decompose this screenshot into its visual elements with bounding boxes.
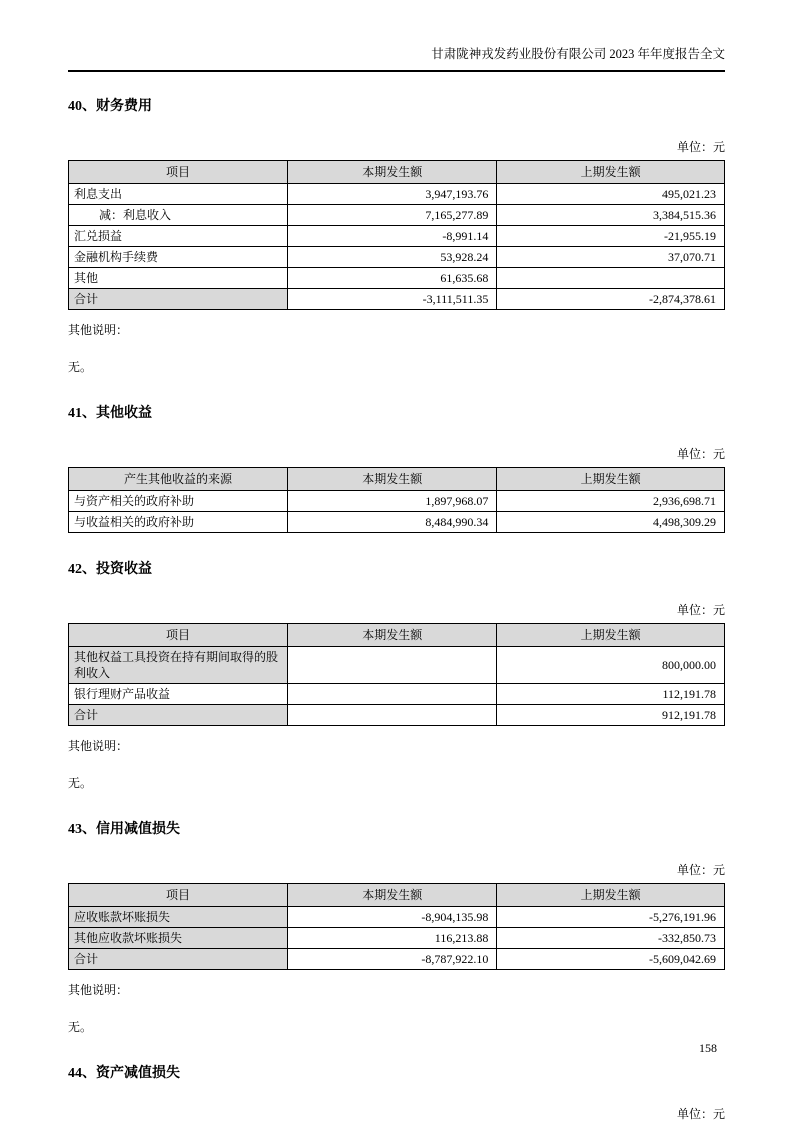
section-44-heading: 44、资产减值损失 [68, 1066, 180, 1081]
cell-current-amount [288, 705, 497, 726]
cell-current-amount: -3,111,511.35 [288, 289, 497, 310]
cell-prior-amount: 912,191.78 [497, 705, 725, 726]
table-row-total [69, 949, 725, 970]
cell-current-amount: 1,897,968.07 [288, 491, 497, 512]
table-row [69, 268, 725, 289]
doc-header-title: 甘肃陇神戎发药业股份有限公司 2023 年年度报告全文 [68, 46, 725, 72]
section-41-heading: 41、其他收益 [68, 406, 152, 421]
column-header: 项目 [69, 624, 288, 647]
column-header: 上期发生额 [497, 161, 725, 184]
cell-current-amount: 8,484,990.34 [288, 512, 497, 533]
table-42-investment-income [68, 623, 725, 726]
unit-label: 单位：元 [676, 140, 725, 154]
cell-item-label: 与收益相关的政府补助 [69, 512, 288, 533]
table-header-row [69, 884, 725, 907]
table-header-row [69, 468, 725, 491]
unit-label: 单位：元 [676, 1107, 725, 1121]
cell-prior-amount: 800,000.00 [497, 647, 725, 684]
column-header: 本期发生额 [288, 624, 497, 647]
cell-current-amount: 3,947,193.76 [288, 184, 497, 205]
cell-item-label: 其他 [69, 268, 288, 289]
unit-label: 单位：元 [676, 863, 725, 877]
cell-item-label: 银行理财产品收益 [69, 684, 288, 705]
cell-current-amount: 116,213.88 [288, 928, 497, 949]
note-label: 其他说明： [68, 739, 129, 753]
note-text: 无。 [68, 360, 93, 374]
cell-current-amount: 61,635.68 [288, 268, 497, 289]
cell-item-label: 金融机构手续费 [69, 247, 288, 268]
cell-prior-amount: 3,384,515.36 [497, 205, 725, 226]
note-text: 无。 [68, 1020, 93, 1034]
note-text: 无。 [68, 776, 93, 790]
section-42-heading: 42、投资收益 [68, 562, 152, 577]
cell-item-label: 汇兑损益 [69, 226, 288, 247]
table-row [69, 184, 725, 205]
cell-item-label: 其他权益工具投资在持有期间取得的股利收入 [69, 647, 288, 684]
table-header-row [69, 624, 725, 647]
cell-item-label: 合计 [69, 705, 288, 726]
table-row [69, 491, 725, 512]
cell-prior-amount: -5,609,042.69 [497, 949, 725, 970]
table-row-total [69, 289, 725, 310]
cell-prior-amount: -5,276,191.96 [497, 907, 725, 928]
table-row [69, 684, 725, 705]
column-header: 项目 [69, 161, 288, 184]
cell-prior-amount: -2,874,378.61 [497, 289, 725, 310]
cell-prior-amount: -332,850.73 [497, 928, 725, 949]
table-row [69, 647, 725, 684]
cell-prior-amount: 2,936,698.71 [497, 491, 725, 512]
note-label: 其他说明： [68, 983, 129, 997]
cell-prior-amount: 4,498,309.29 [497, 512, 725, 533]
cell-item-label: 与资产相关的政府补助 [69, 491, 288, 512]
column-header: 项目 [69, 884, 288, 907]
cell-prior-amount: 495,021.23 [497, 184, 725, 205]
cell-item-label: 应收账款坏账损失 [69, 907, 288, 928]
cell-current-amount [288, 684, 497, 705]
table-row [69, 512, 725, 533]
column-header: 本期发生额 [288, 161, 497, 184]
table-row [69, 247, 725, 268]
cell-prior-amount [497, 268, 725, 289]
column-header: 上期发生额 [497, 624, 725, 647]
column-header: 本期发生额 [288, 468, 497, 491]
cell-current-amount: -8,787,922.10 [288, 949, 497, 970]
cell-current-amount: 53,928.24 [288, 247, 497, 268]
note-label: 其他说明： [68, 323, 129, 337]
unit-label: 单位：元 [676, 603, 725, 617]
cell-item-label: 其他应收款坏账损失 [69, 928, 288, 949]
cell-item-label: 合计 [69, 289, 288, 310]
cell-prior-amount: 37,070.71 [497, 247, 725, 268]
cell-prior-amount: -21,955.19 [497, 226, 725, 247]
column-header: 上期发生额 [497, 884, 725, 907]
cell-current-amount: -8,991.14 [288, 226, 497, 247]
table-41-other-income [68, 467, 725, 533]
table-row [69, 928, 725, 949]
page-number: 158 [699, 1041, 717, 1055]
cell-item-label: 合计 [69, 949, 288, 970]
table-row [69, 205, 725, 226]
table-header-row [69, 161, 725, 184]
section-43-heading: 43、信用减值损失 [68, 822, 180, 837]
table-40-financial-expenses [68, 160, 725, 310]
column-header: 上期发生额 [497, 468, 725, 491]
table-43-credit-impairment-loss [68, 883, 725, 970]
column-header: 本期发生额 [288, 884, 497, 907]
cell-prior-amount: 112,191.78 [497, 684, 725, 705]
unit-label: 单位：元 [676, 447, 725, 461]
section-40-heading: 40、财务费用 [68, 99, 152, 114]
table-row [69, 226, 725, 247]
table-row [69, 907, 725, 928]
cell-item-label: 利息支出 [69, 184, 288, 205]
table-row-total [69, 705, 725, 726]
cell-current-amount [288, 647, 497, 684]
cell-current-amount: 7,165,277.89 [288, 205, 497, 226]
column-header: 产生其他收益的来源 [69, 468, 288, 491]
cell-item-label: 减：利息收入 [69, 205, 288, 226]
cell-current-amount: -8,904,135.98 [288, 907, 497, 928]
